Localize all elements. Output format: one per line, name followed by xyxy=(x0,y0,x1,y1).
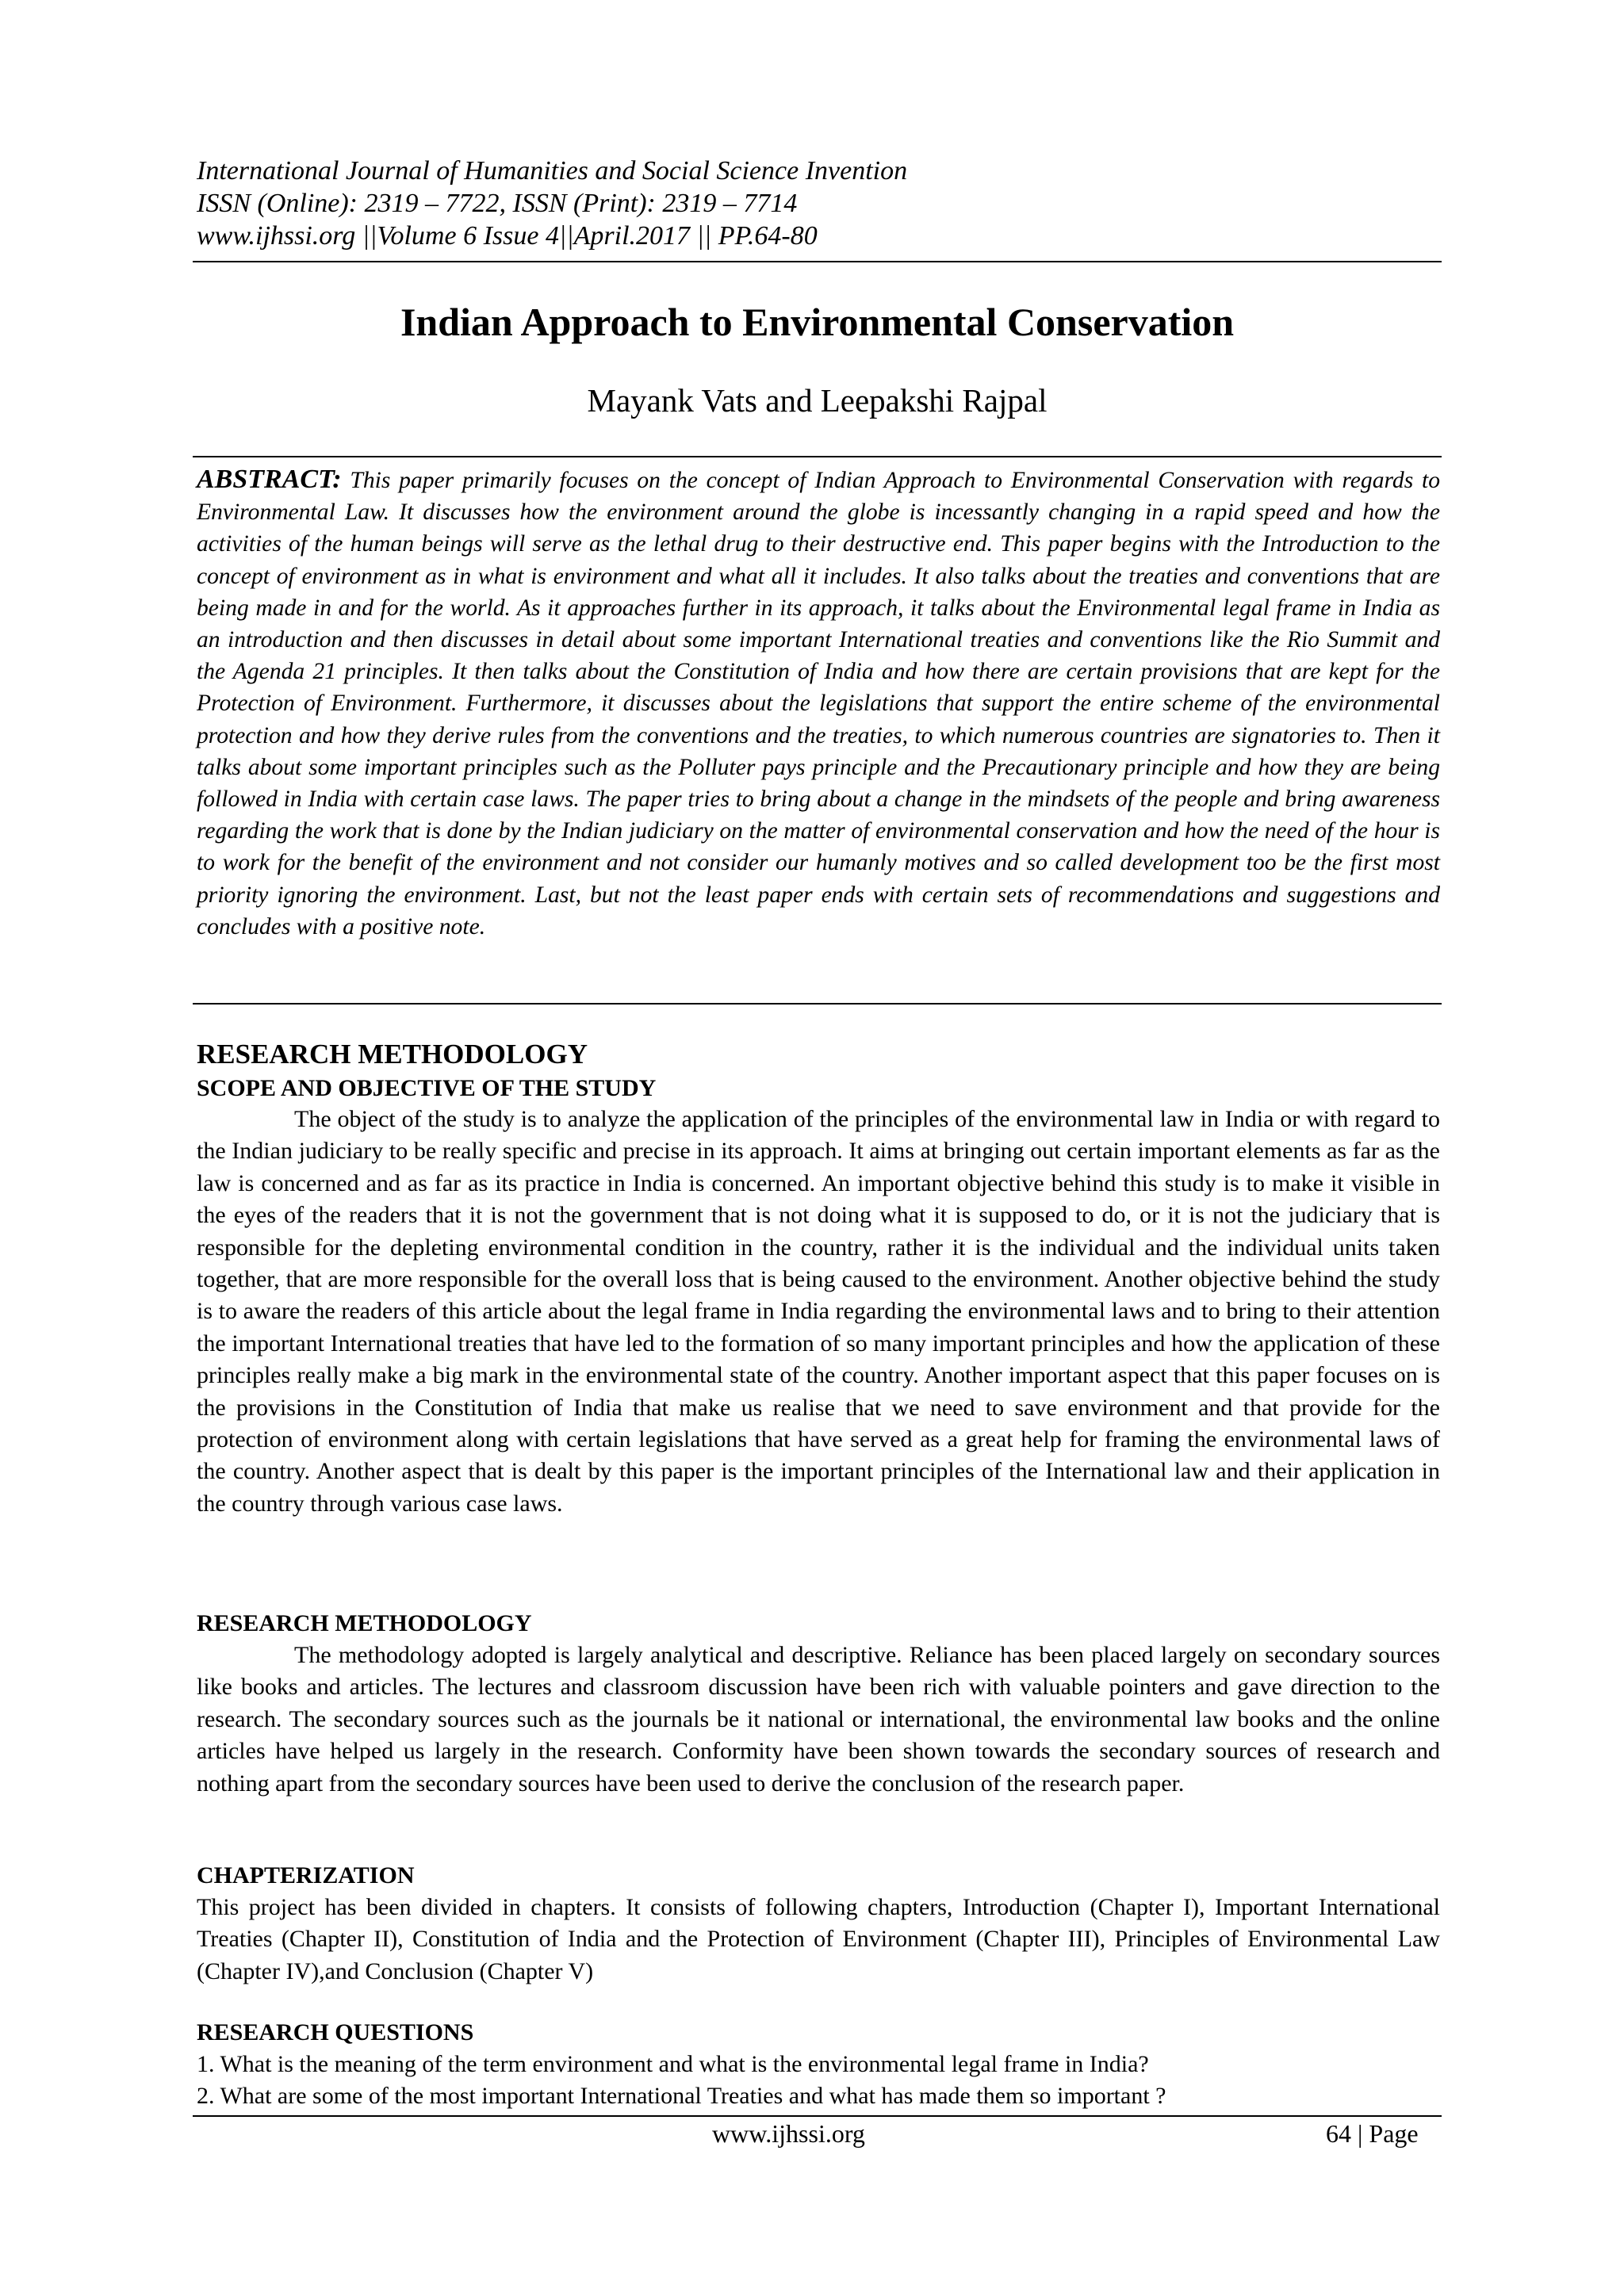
section-heading-research-methodology: RESEARCH METHODOLOGY xyxy=(197,1039,588,1070)
research-question-1: 1. What is the meaning of the term environment and what is the environmental legal frame in India? xyxy=(197,2051,1149,2077)
subheading-research-questions: RESEARCH QUESTIONS xyxy=(197,2019,474,2045)
paper-authors: Mayank Vats and Leepakshi Rajpal xyxy=(587,382,1048,419)
abstract-bottom-rule xyxy=(193,1003,1442,1004)
chapterization-paragraph: This project has been divided in chapters. It consists of following chapters, Introduction (Chapter I), Important International Treaties (Chapter II), Constitution of India and the Protection of Environment (Chapter III), Principles of Environmental Law (Chapter IV),and Conclusion (Chapter V) xyxy=(197,1894,1440,1984)
subheading-methodology: RESEARCH METHODOLOGY xyxy=(197,1610,532,1636)
abstract xyxy=(197,464,1440,943)
journal-name: International Journal of Humanities and Social Science Invention xyxy=(197,156,908,186)
subheading-scope: SCOPE AND OBJECTIVE OF THE STUDY xyxy=(197,1075,657,1101)
footer-site: www.ijhssi.org xyxy=(712,2119,865,2148)
paper-title: Indian Approach to Environmental Conservation xyxy=(400,300,1235,344)
methodology-paragraph: The methodology adopted is largely analytical and descriptive. Reliance has been placed largely on secondary sources like books and articles. The lectures and classroom discussion have been rich with valuable pointers and gave direction to the research. The secondary sources such as the journals be it national or international, the environmental law books and the online articles have helped us largely in the research. Conformity have been shown towards the secondary sources of research and nothing apart from the secondary sources have been used to derive the conclusion of the research paper. xyxy=(197,1642,1440,1797)
header-rule xyxy=(193,261,1442,262)
abstract-top-rule xyxy=(193,456,1442,457)
journal-issn: ISSN (Online): 2319 – 7722, ISSN (Print): 2319 – 7714 xyxy=(197,189,798,218)
research-question-2: 2. What are some of the most important International Treaties and what has made them so important ? xyxy=(197,2083,1166,2109)
subheading-chapterization: CHAPTERIZATION xyxy=(197,1862,415,1888)
abstract-label: ABSTRACT: xyxy=(197,465,342,494)
journal-volume: www.ijhssi.org ||Volume 6 Issue 4||April.2017 || PP.64-80 xyxy=(197,221,818,251)
abstract-text: This paper primarily focuses on the concept of Indian Approach to Environmental Conservation with regards to Environmental Law. It discusses how the environment around the globe is incessantly changing in a rapid speed and how the activities of the human beings will serve as the lethal drug to their destructive end. This paper begins with the Introduction to the concept of environment as in what is environment and what all it includes. It also talks about the treaties and conventions that are being made in and for the world. As it approaches further in its approach, it talks about the Environmental legal frame in India as an introduction and then discusses in detail about some important International treaties and conventions like the Rio Summit and the Agenda 21 principles. It then talks about the Constitution of India and how there are certain provisions that are kept for the Protection of Environment. Furthermore, it discusses about the legislations that support the entire scheme of the environmental protection and how they derive rules from the conventions and the treaties, to which numerous countries are signatories to. Then it talks about some important principles such as the Polluter pays principle and the Precautionary principle and how they are being followed in India with certain case laws. The paper tries to bring about a change in the mindsets of the people and bring awareness regarding the work that is done by the Indian judiciary on the matter of environmental conservation and how the need of the hour is to work for the benefit of the environment and not consider our humanly motives and so called development too be the first most priority ignoring the environment. Last, but not the least paper ends with certain sets of recommendations and suggestions and concludes with a positive note. xyxy=(197,468,1441,939)
footer-page-number: 64 | Page xyxy=(1326,2119,1419,2148)
footer-rule xyxy=(193,2115,1442,2117)
scope-paragraph: The object of the study is to analyze the application of the principles of the environmental law in India or with regard to the Indian judiciary to be really specific and precise in its approach. It aims at bringing out certain important elements as far as the law is concerned and as far as its practice in India is concerned. An important objective behind this study is to make it visible in the eyes of the readers that it is not the government that is not doing what it is supposed to do, or it is not the judiciary that is responsible for the depleting environmental condition in the country, rather it is the individual and the individual units taken together, that are more responsible for the overall loss that is being caused to the environment. Another objective behind the study is to aware the readers of this article about the legal frame in India regarding the environmental laws and to bring to their attention the important International treaties that have led to the formation of so many important principles and how the application of these principles really make a big mark in the environmental state of the country. Another important aspect that this paper focuses on is the provisions in the Constitution of India that make us realise that we need to save environment and that provide for the protection of environment along with certain legislations that have served as a great help for framing the environmental laws of the country. Another aspect that is dealt by this paper is the important principles of the International law and their application in the country through various case laws. xyxy=(197,1106,1440,1517)
